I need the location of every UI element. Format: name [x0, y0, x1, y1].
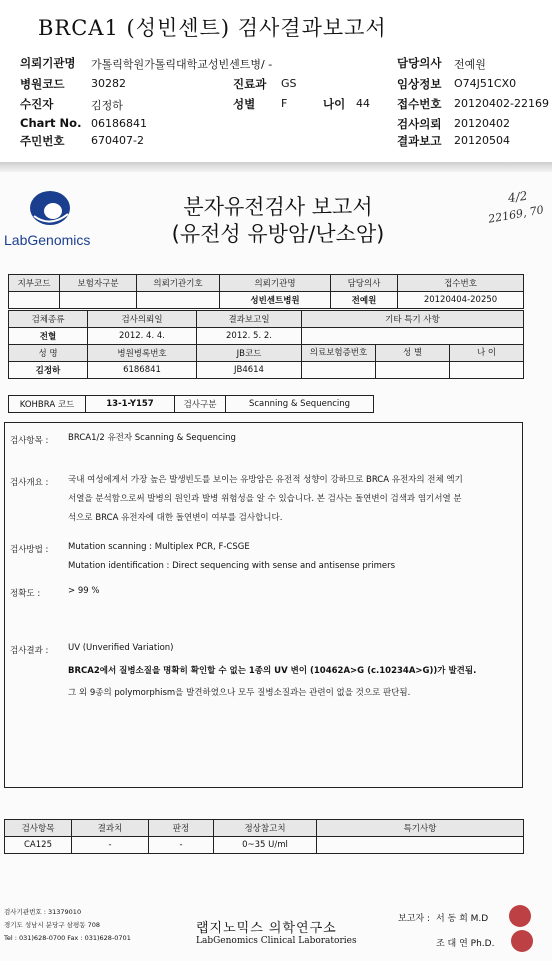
age-header: 나 이 — [476, 348, 497, 358]
sample-info-table — [8, 310, 524, 379]
lab-phone: Tel : 031)628-0700 Fax : 031)628-0701 — [4, 934, 131, 942]
kohbra-table — [8, 395, 374, 413]
sex-value-cell — [376, 362, 450, 378]
seal-stamp-icon — [511, 930, 533, 952]
overview-line: 서열을 분석함으로써 발병의 원인과 발병 위험성을 알 수 있습니다. 본 검사는 돌연변이 검색과 염기서열 분 — [68, 494, 462, 504]
table-cell — [9, 292, 60, 309]
patient-label: 수진자 — [20, 97, 54, 111]
logo-text: LabGenomics — [4, 232, 91, 248]
table-cell: - — [72, 837, 149, 854]
logo-emblem-icon — [28, 190, 106, 234]
method-line: Mutation identification : Direct sequencing with sense and antisense primers — [68, 561, 396, 571]
table-cell — [302, 362, 524, 379]
table-cell: CA125 — [5, 837, 72, 854]
accuracy-label: 정확도 : — [10, 589, 41, 599]
table-header-cell: 결과보고일 — [197, 311, 302, 328]
method-line: Mutation scanning : Multiplex PCR, F-CSGE — [68, 542, 250, 552]
reporter-name-2: 조 대 연 Ph.D. — [436, 939, 495, 949]
table-row — [9, 311, 524, 328]
handwritten-date: 4/2 — [507, 188, 529, 206]
table-header-cell: 담당의사 — [331, 275, 398, 292]
sex-value: F — [281, 97, 288, 110]
receipt-value: 20120402-22169 — [454, 97, 549, 110]
table-header-cell: 검사의뢰일 — [88, 311, 197, 328]
table-header-cell: 검사항목 — [5, 820, 72, 837]
table-header-cell — [302, 345, 524, 362]
table-header-cell: 기타 특기 사항 — [302, 311, 524, 328]
table-header-cell: 결과치 — [72, 820, 149, 837]
table-header-cell: 병원병록번호 — [88, 345, 197, 362]
table-cell: 6186841 — [88, 362, 197, 379]
lab-registration: 검사기관번호 : 31379010 — [4, 908, 82, 916]
table-cell: 전혈 — [9, 328, 88, 345]
report-subtitle: (유전성 유방암/난소암) — [171, 222, 385, 246]
overview-label: 검사개요 : — [10, 478, 49, 488]
header-divider — [0, 162, 552, 172]
table-cell: 김정하 — [9, 362, 88, 379]
page-title: BRCA1 (성빈센트) 검사결과보고서 — [38, 16, 387, 40]
kohbra-label: KOHBRA 코드 — [9, 396, 86, 413]
sex-label: 성별 — [233, 97, 256, 111]
result-label: 검사결과 : — [10, 646, 49, 656]
table-cell — [60, 292, 137, 309]
report-title: 분자유전검사 보고서 — [183, 195, 373, 219]
table-cell: 2012. 4. 4. — [88, 328, 197, 345]
table-cell: JB4614 — [197, 362, 302, 379]
result-line: BRCA2에서 질병소질을 명확히 확인할 수 없는 1종의 UV 변이 (10462A>G (c.10234A>G))가 발견됨. — [68, 666, 477, 676]
insurance-number-value — [302, 362, 376, 378]
result-line: UV (Unverified Variation) — [68, 643, 174, 653]
accuracy-value: > 99 % — [68, 586, 100, 596]
table-header-cell: 보험자구분 — [60, 275, 137, 292]
table-row — [9, 328, 524, 345]
table-header-cell: 검체종류 — [9, 311, 88, 328]
seal-stamp-icon — [509, 905, 531, 927]
top-header — [0, 0, 552, 162]
lab-name-english: LabGenomics Clinical Laboratories — [196, 936, 357, 946]
chart-label: Chart No. — [20, 116, 82, 130]
table-cell — [302, 328, 524, 345]
doctor-value: 전예원 — [454, 58, 486, 71]
test-type-value: Scanning & Sequencing — [226, 396, 374, 413]
institution-value: 가톨릭학원가톨릭대학교성빈센트병/ - — [91, 58, 273, 71]
dept-label: 진료과 — [233, 77, 267, 91]
lab-address: 경기도 성남시 분당구 삼평동 708 — [4, 921, 101, 929]
report-date-label: 결과보고 — [397, 134, 442, 148]
table-row — [9, 362, 524, 379]
table-row — [5, 837, 524, 854]
marker-table — [4, 819, 524, 854]
table-header-cell: 판정 — [149, 820, 214, 837]
table-header-cell: 지부코드 — [9, 275, 60, 292]
insurance-number-header: 의료보험증번호 — [302, 345, 376, 361]
table-cell: 전예원 — [331, 292, 398, 309]
table-cell: 2012. 5. 2. — [197, 328, 302, 345]
institution-label: 의뢰기관명 — [20, 56, 76, 70]
table-cell — [317, 837, 524, 854]
table-row — [9, 396, 374, 413]
reporter-name-1: 서 동 희 M.D — [436, 914, 489, 924]
table-row — [9, 275, 524, 292]
test-item-value: BRCA1/2 유전자 Scanning & Sequencing — [68, 433, 236, 443]
table-row — [9, 292, 524, 309]
handwritten-receipt-number: 22169, 70 — [487, 203, 545, 226]
table-cell: 성빈센트병원 — [220, 292, 331, 309]
patient-value: 김정하 — [91, 99, 123, 112]
rrn-value: 670407-2 — [91, 134, 144, 147]
receipt-label: 접수번호 — [397, 97, 442, 111]
table-header-cell: 성 명 — [9, 345, 88, 362]
table-cell: 20120404-20250 — [398, 292, 524, 309]
test-item-label: 검사항목 : — [10, 436, 49, 446]
age-label: 나이 — [323, 97, 346, 111]
table-cell: 0~35 U/ml — [214, 837, 317, 854]
age-value-cell — [450, 362, 523, 378]
table-cell — [137, 292, 220, 309]
report-date-value: 20120504 — [454, 134, 510, 147]
table-row — [9, 345, 524, 362]
reporter-label: 보고자 : — [398, 914, 430, 924]
age-value: 44 — [356, 97, 370, 110]
test-type-label: 검사구분 — [175, 396, 226, 413]
hospital-code-value: 30282 — [91, 77, 126, 90]
sex-header: 성 별 — [376, 345, 450, 361]
lab-name-korean: 랩지노믹스 의학연구소 — [196, 921, 337, 936]
patient-info-table — [8, 274, 524, 309]
result-line: 그 외 9종의 polymorphism을 발견하였으나 모두 질병소질과는 관련이 없을 것으로 판단됨. — [68, 688, 411, 698]
table-cell: - — [149, 837, 214, 854]
table-row — [5, 820, 524, 837]
rrn-label: 주민번호 — [20, 134, 65, 148]
clinical-value: O74J51CX0 — [454, 77, 517, 90]
dept-value: GS — [281, 77, 297, 90]
table-header-cell: 특기사항 — [317, 820, 524, 837]
table-header-cell: 정상참고치 — [214, 820, 317, 837]
table-header-cell: 접수번호 — [398, 275, 524, 292]
overview-line: 국내 여성에게서 가장 높은 발생빈도를 보이는 유방암은 유전적 성향이 강하므로 BRCA 유전자의 전체 엑기 — [68, 475, 463, 485]
overview-line: 석으로 BRCA 유전자에 대한 돌연변이 여부를 검사합니다. — [68, 513, 283, 523]
request-value: 20120402 — [454, 117, 510, 130]
labgenomics-logo — [4, 190, 106, 248]
hospital-code-label: 병원코드 — [20, 77, 65, 91]
method-label: 검사방법 : — [10, 545, 49, 555]
request-label: 검사의뢰 — [397, 117, 442, 131]
table-header-cell: 의뢰기관명 — [220, 275, 331, 292]
doctor-label: 담당의사 — [397, 56, 442, 70]
kohbra-value: 13-1-Y157 — [86, 396, 175, 413]
clinical-label: 임상정보 — [397, 77, 442, 91]
table-header-cell: JB코드 — [197, 345, 302, 362]
table-header-cell: 의뢰기관기호 — [137, 275, 220, 292]
chart-value: 06186841 — [91, 117, 147, 130]
